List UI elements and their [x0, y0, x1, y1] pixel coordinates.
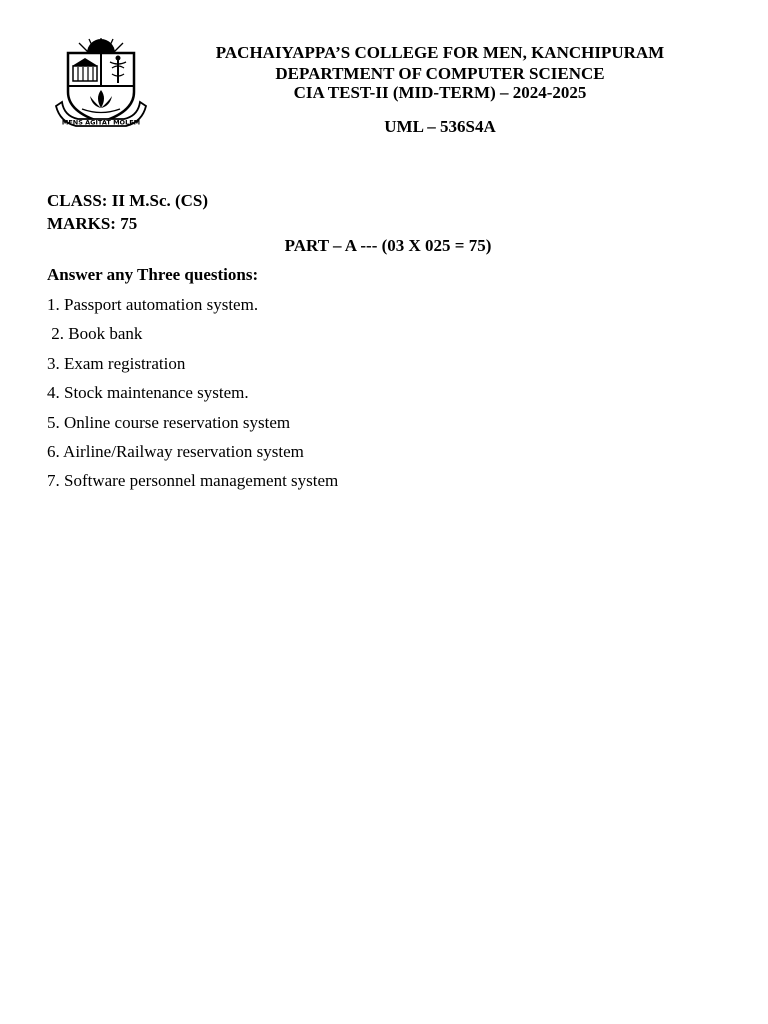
question-item: 2. Book bank	[47, 324, 143, 343]
question-item: 3. Exam registration	[47, 354, 186, 373]
emblem-motto: MENS AGITAT MOLEM	[61, 118, 141, 127]
college-emblem-icon	[54, 36, 148, 130]
question-item: 5. Online course reservation system	[47, 413, 291, 432]
class-label: CLASS: II M.Sc. (CS)	[47, 191, 209, 210]
college-name: PACHAIYAPPA’S COLLEGE FOR MEN, KANCHIPURAM	[215, 43, 665, 62]
question-item: 7. Software personnel management system	[47, 471, 339, 490]
test-title: CIA TEST-II (MID-TERM) – 2024-2025	[293, 83, 587, 102]
marks-label: MARKS: 75	[47, 214, 138, 233]
subject-code: UML – 536S4A	[384, 117, 496, 136]
question-item: 4. Stock maintenance system.	[47, 383, 249, 402]
instruction-text: Answer any Three questions:	[47, 265, 259, 284]
question-item: 6. Airline/Railway reservation system	[47, 442, 304, 461]
department-name: DEPARTMENT OF COMPUTER SCIENCE	[275, 64, 605, 83]
question-item: 1. Passport automation system.	[47, 295, 259, 314]
part-heading: PART – A --- (03 X 025 = 75)	[284, 236, 492, 255]
